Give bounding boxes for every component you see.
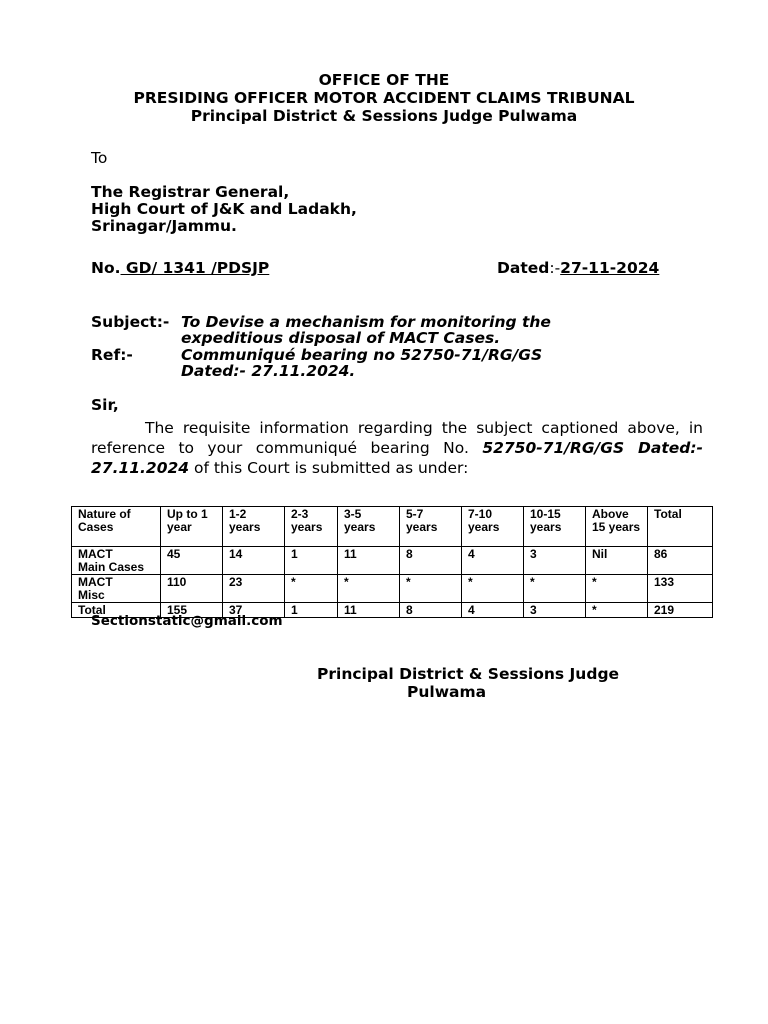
table-header: 7-10 years bbox=[462, 507, 524, 547]
table-cell: 4 bbox=[462, 603, 524, 618]
subject-line-2: expeditious disposal of MACT Cases. bbox=[181, 329, 501, 347]
date-separator: :- bbox=[549, 259, 561, 277]
body-text-1: The requisite information regarding the subject captioned above, in reference to your communiqué bearing No. bbox=[91, 419, 703, 457]
table-cell: MACT Misc bbox=[72, 575, 161, 603]
signature-line-2: Pulwama bbox=[407, 683, 487, 701]
table-header: 10-15 years bbox=[524, 507, 586, 547]
cases-table bbox=[71, 506, 713, 618]
table-cell: 8 bbox=[400, 603, 462, 618]
table-cell: 11 bbox=[338, 547, 400, 575]
table-cell: Total bbox=[72, 603, 161, 618]
letter-date bbox=[497, 259, 659, 277]
subject-label: Subject:- bbox=[91, 313, 170, 331]
table-cell: * bbox=[462, 575, 524, 603]
table-cell: 14 bbox=[223, 547, 285, 575]
table-cell: 1 bbox=[285, 603, 338, 618]
table-header-row bbox=[72, 507, 713, 547]
table-header: Total bbox=[648, 507, 713, 547]
table-cell: Nil bbox=[586, 547, 648, 575]
table-cell: 219 bbox=[648, 603, 713, 618]
table-header: Up to 1 year bbox=[161, 507, 223, 547]
body-text-2: of this Court is submitted as under: bbox=[189, 459, 469, 477]
table-header: 3-5 years bbox=[338, 507, 400, 547]
table-row bbox=[72, 547, 713, 575]
table-cell: 155 bbox=[161, 603, 223, 618]
table-cell: 45 bbox=[161, 547, 223, 575]
to-label: To bbox=[91, 149, 108, 167]
body-paragraph bbox=[91, 418, 703, 478]
ref-label: Ref:- bbox=[91, 346, 133, 364]
table-cell: 3 bbox=[524, 547, 586, 575]
addressee-line-3: Srinagar/Jammu. bbox=[91, 217, 237, 235]
table-cell: 23 bbox=[223, 575, 285, 603]
letter-number-value: GD/ 1341 /PDSJP bbox=[120, 259, 270, 277]
body-bold-ref: 52750-71/RG/GS Dated:- 27.11.2024 bbox=[91, 439, 703, 477]
ref-line-2: Dated:- 27.11.2024. bbox=[181, 362, 356, 380]
table-cell: 8 bbox=[400, 547, 462, 575]
tribunal-heading: PRESIDING OFFICER MOTOR ACCIDENT CLAIMS TRIBUNAL bbox=[133, 89, 635, 107]
table-header: 2-3 years bbox=[285, 507, 338, 547]
table-cell: MACT Main Cases bbox=[72, 547, 161, 575]
table-cell: 133 bbox=[648, 575, 713, 603]
ref-line-1: Communiqué bearing no 52750-71/RG/GS bbox=[181, 346, 543, 364]
table-cell: * bbox=[285, 575, 338, 603]
email-address: Sectionstatic@gmail.com bbox=[91, 613, 283, 629]
table-row bbox=[72, 575, 713, 603]
addressee-line-1: The Registrar General, bbox=[91, 183, 290, 201]
addressee-line-2: High Court of J&K and Ladakh, bbox=[91, 200, 357, 218]
table-header: Above 15 years bbox=[586, 507, 648, 547]
date-label: Dated bbox=[497, 259, 550, 277]
salutation: Sir, bbox=[91, 396, 119, 414]
table-header: Nature of Cases bbox=[72, 507, 161, 547]
table-header: 1-2 years bbox=[223, 507, 285, 547]
signature-line-1: Principal District & Sessions Judge bbox=[317, 665, 620, 683]
table-cell: 1 bbox=[285, 547, 338, 575]
letter-number bbox=[91, 259, 269, 277]
letter-number-label: No. bbox=[91, 259, 121, 277]
table-cell: 110 bbox=[161, 575, 223, 603]
table-cell: 4 bbox=[462, 547, 524, 575]
table-cell: * bbox=[400, 575, 462, 603]
table-cell: * bbox=[586, 603, 648, 618]
table-cell: * bbox=[524, 575, 586, 603]
table-cell: 86 bbox=[648, 547, 713, 575]
subject-line-1: To Devise a mechanism for monitoring the bbox=[181, 313, 551, 331]
office-heading: OFFICE OF THE bbox=[318, 71, 450, 89]
table-cell: 11 bbox=[338, 603, 400, 618]
table-cell: * bbox=[338, 575, 400, 603]
table-header: 5-7 years bbox=[400, 507, 462, 547]
date-value: 27-11-2024 bbox=[560, 259, 660, 277]
table-cell: 37 bbox=[223, 603, 285, 618]
table-cell: 3 bbox=[524, 603, 586, 618]
table-cell: * bbox=[586, 575, 648, 603]
court-heading: Principal District & Sessions Judge Pulwama bbox=[190, 107, 578, 125]
